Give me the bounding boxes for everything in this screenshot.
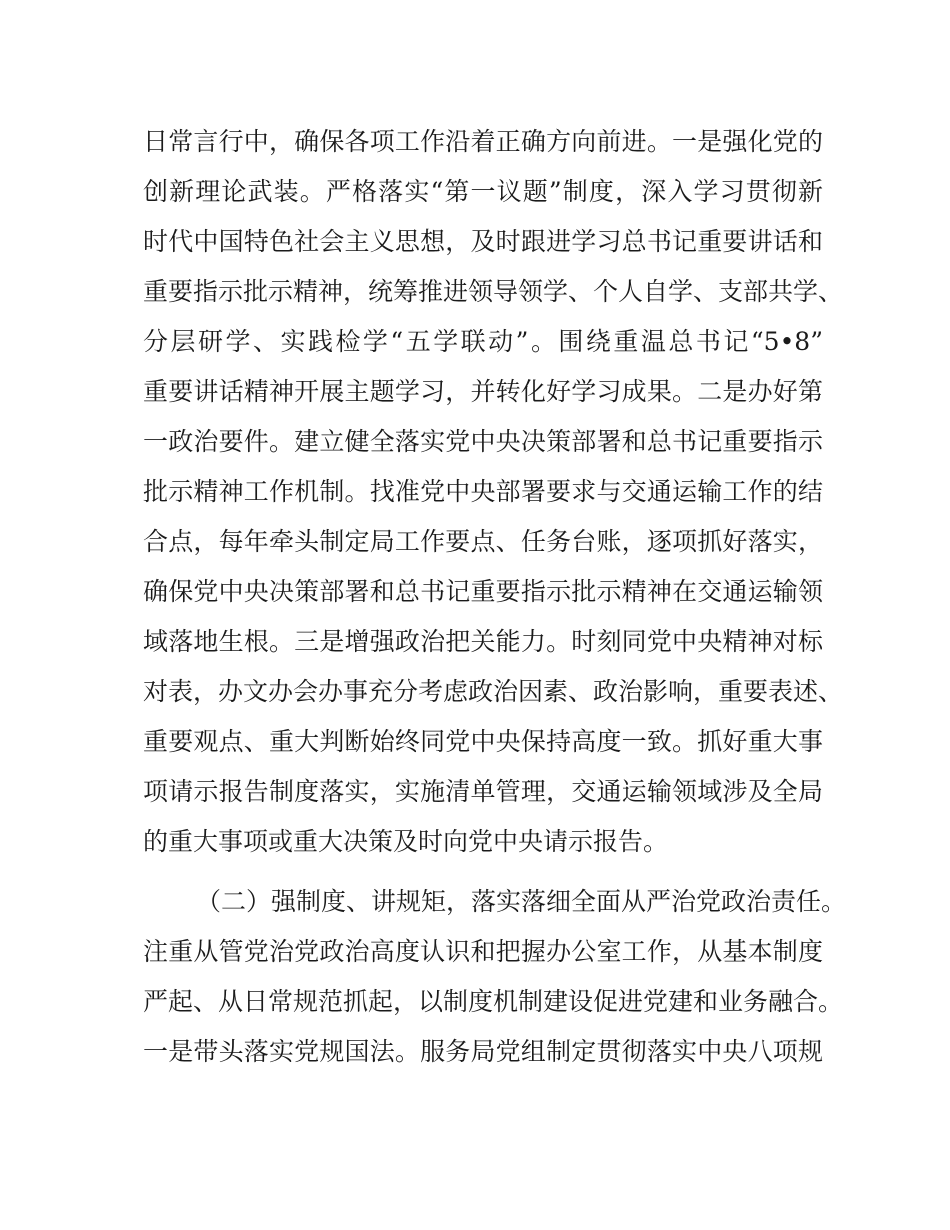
text-line: 的重大事项或重大决策及时向党中央请示报告。 <box>143 827 669 856</box>
text-line: 确保党中央决策部署和总书记重要指示批示精神在交通运输领 <box>143 577 823 606</box>
text-line: 分层研学、实践检学“五学联动”。围绕重温总书记“5•8” <box>143 327 823 356</box>
text-line: 一是带头落实党规国法。服务局党组制定贯彻落实中央八项规 <box>143 1037 823 1066</box>
text-line: 项请示报告制度落实，实施清单管理，交通运输领域涉及全局 <box>143 777 823 806</box>
text-line: 重要讲话精神开展主题学习，并转化好学习成果。二是办好第 <box>143 377 823 406</box>
text-line: 注重从管党治党政治高度认识和把握办公室工作，从基本制度 <box>143 937 823 966</box>
text-line: 重要指示批示精神，统筹推进领导领学、个人自学、支部共学、 <box>143 277 844 306</box>
text-line: 日常言行中，确保各项工作沿着正确方向前进。一是强化党的 <box>143 127 823 156</box>
text-line: 一政治要件。建立健全落实党中央决策部署和总书记重要指示 <box>143 427 823 456</box>
text-line: 严起、从日常规范抓起，以制度机制建设促进党建和业务融合。 <box>143 987 844 1016</box>
text-line: 重要观点、重大判断始终同党中央保持高度一致。抓好重大事 <box>143 727 823 756</box>
text-line: 时代中国特色社会主义思想，及时跟进学习总书记重要讲话和 <box>143 227 823 256</box>
text-line: 对表，办文办会办事充分考虑政治因素、政治影响，重要表述、 <box>143 677 844 706</box>
text-line: 创新理论武装。严格落实“第一议题”制度，深入学习贯彻新 <box>143 177 823 206</box>
text-line: 批示精神工作机制。找准党中央部署要求与交通运输工作的结 <box>143 477 823 506</box>
paragraph-heading-line: （二）强制度、讲规矩，落实落细全面从严治党政治责任。 <box>196 887 847 916</box>
text-line: 域落地生根。三是增强政治把关能力。时刻同党中央精神对标 <box>143 627 823 656</box>
text-line: 合点，每年牵头制定局工作要点、任务台账，逐项抓好落实， <box>143 527 823 556</box>
